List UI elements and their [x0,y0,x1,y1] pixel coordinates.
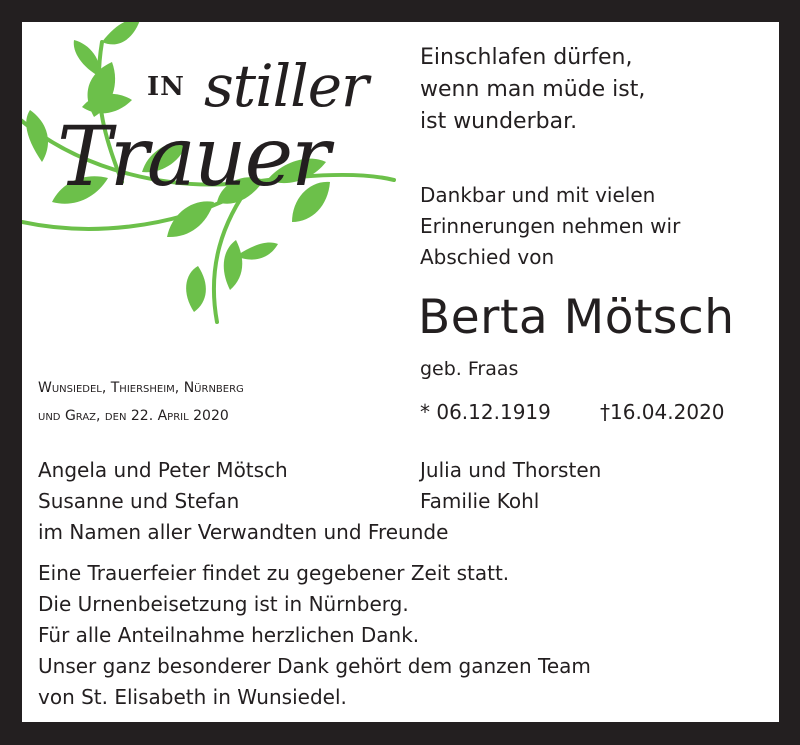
closing-line: Für alle Anteilnahme herzlichen Dank. [38,623,420,647]
date-line: und Graz, den 22. April 2020 [38,408,229,424]
ornament-word-trauer: Trauer [57,110,329,205]
intro-line: Dankbar und mit vielen [420,183,656,207]
ornament-word-stiller: stiller [204,52,368,120]
place-and-date [38,374,244,430]
closing-notes [38,558,591,713]
birth-name: geb. Fraas [420,358,519,380]
intro-text [420,180,680,273]
birth-date: * 06.12.1919 [420,400,551,424]
in-stiller-trauer-ornament [22,22,402,332]
verse-line: ist wunderbar. [420,109,578,134]
intro-line: Erinnerungen nehmen wir [420,214,681,238]
signers-left [38,455,288,517]
place-line: Wunsiedel, Thiersheim, Nürnberg [38,380,244,396]
verse [420,42,645,138]
obituary-card [22,22,779,722]
death-date: †16.04.2020 [600,400,725,424]
deceased-name: Berta Mötsch [418,290,735,345]
signer: Angela und Peter Mötsch [38,458,288,482]
verse-line: Einschlafen dürfen, [420,45,633,70]
life-dates [420,400,725,424]
intro-line: Abschied von [420,245,555,269]
signer: Familie Kohl [420,489,540,513]
ornament-word-in: IN [147,72,185,102]
verse-line: wenn man müde ist, [420,77,646,102]
signers-right [420,455,601,517]
signer: Julia und Thorsten [420,458,602,482]
closing-line: von St. Elisabeth in Wunsiedel. [38,685,347,709]
closing-line: Eine Trauerfeier findet zu gegebener Zeit statt. [38,561,510,585]
closing-line: Die Urnenbeisetzung ist in Nürnberg. [38,592,409,616]
closing-line: Unser ganz besonderer Dank gehört dem ganzen Team [38,654,591,678]
signers-on-behalf: im Namen aller Verwandten und Freunde [38,520,449,544]
signer: Susanne und Stefan [38,489,240,513]
